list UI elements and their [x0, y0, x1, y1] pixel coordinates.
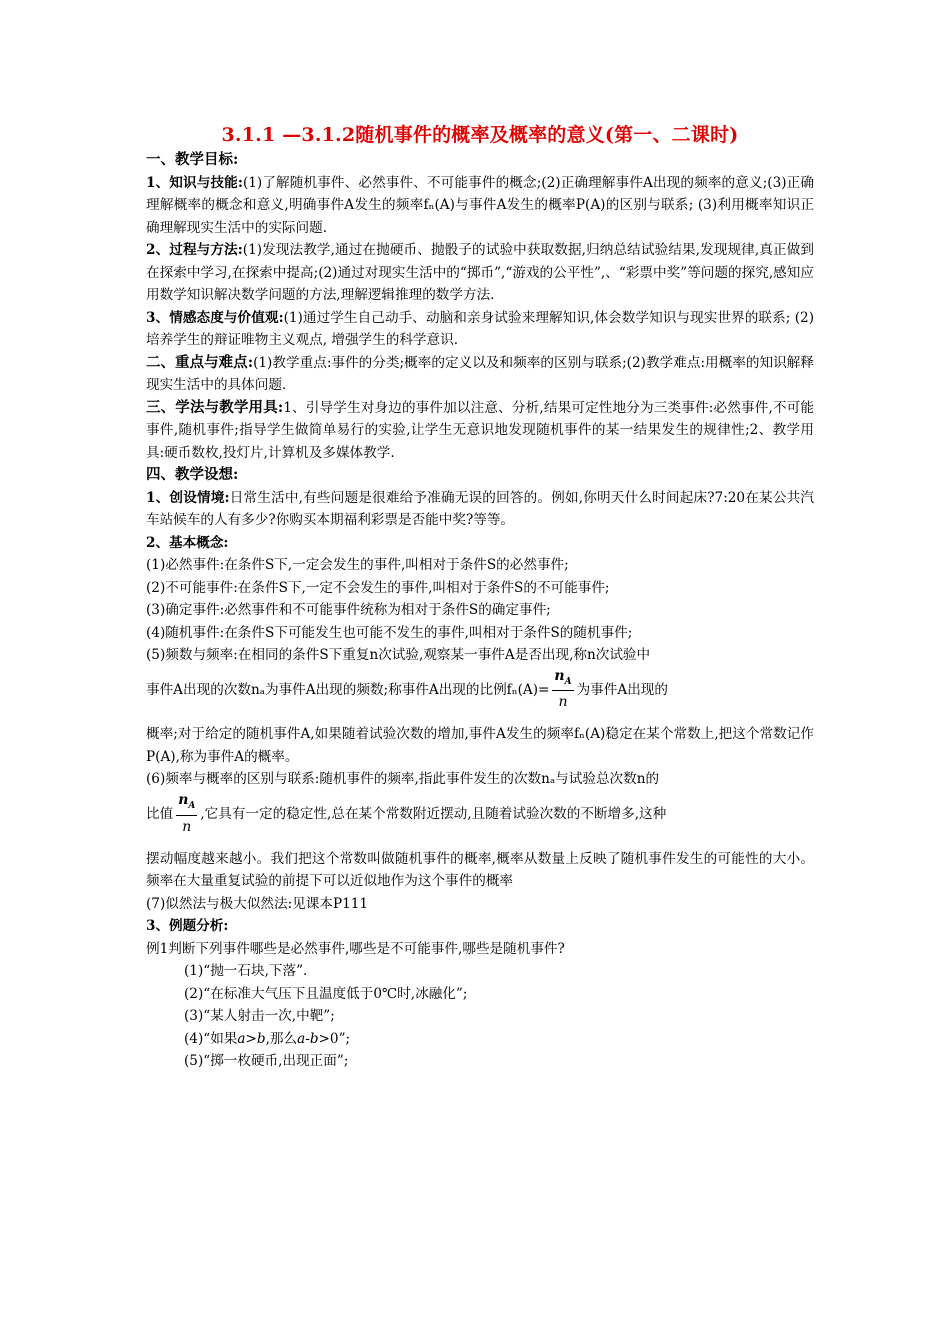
numerator-subscript: A: [188, 800, 196, 811]
math-var: b: [256, 1030, 266, 1047]
goal-text: (1)发现法教学,通过在抛硬币、抛骰子的试验中获取数据,归纳总结试验结果,发现规律,真正做到在探索中学习,在探索中提高;(2)通过对现实生活中的“掷币”,“游戏的公平性”,、“彩票中奖”等问题的探究,感知应用数学知识解决数学问题的方法,理解逻辑推理的数学方法.: [146, 242, 814, 303]
scenario-label: 1、创设情境:: [146, 489, 230, 506]
math-var: a: [297, 1030, 306, 1047]
math-var: b: [309, 1030, 319, 1047]
section-heading: 三、学法与教学用具:: [146, 398, 284, 416]
example-question: 例1判断下列事件哪些是必然事件,哪些是不可能事件,哪些是随机事件?: [146, 940, 565, 957]
concept-item: (3)确定事件:必然事件和不可能事件统称为相对于条件S的确定事件;: [146, 602, 551, 618]
text-run: 比值: [146, 805, 174, 822]
concept-item: (7)似然法与极大似然法:见课本P111: [146, 895, 369, 912]
example-item: [146, 1028, 814, 1051]
numerator-var: n: [554, 667, 565, 684]
document-page: [146, 120, 814, 1073]
text-run: ,那么: [265, 1030, 298, 1047]
section-heading-design: 四、教学设想:: [146, 466, 239, 483]
scenario-text: 日常生活中,有些问题是很难给予准确无误的回答的。例如,你明天什么时间起床?7:20在某公共汽车站候车的人有多少?你购买本期福利彩票是否能中奖?等等。: [146, 489, 814, 528]
example-item: (2)“在标准大气压下且温度低于0℃时,冰融化”;: [184, 985, 468, 1002]
concept-item: (5)频数与频率:在相同的条件S下重复n次试验,观察某一事件A是否出现,称n次试验中: [146, 647, 651, 663]
goal-label: 1、知识与技能:: [146, 174, 243, 191]
frequency-definition: [146, 667, 814, 714]
section-methods-tools: [146, 397, 814, 465]
example-item: (5)“掷一枚硬币,出现正面”;: [184, 1053, 349, 1070]
document-title: 3.1.1 —3.1.2随机事件的概率及概率的意义(第一、二课时): [221, 124, 739, 146]
stability-text: 摆动幅度越来越小。我们把这个常数叫做随机事件的概率,概率从数量上反映了随机事件发生的可能性的大小。频率在大量重复试验的前提下可以近似地作为这个事件的概率: [146, 850, 814, 890]
concept-item: (2)不可能事件:在条件S下,一定不会发生的事件,叫相对于条件S的不可能事件;: [146, 579, 610, 596]
fraction-denominator: n: [182, 818, 192, 835]
section-heading: 二、重点与难点:: [146, 353, 254, 371]
text-run: 为事件A出现的: [576, 681, 668, 698]
math-op: -: [305, 1030, 310, 1047]
scenario-paragraph: [146, 487, 814, 532]
examples-heading: 3、例题分析:: [146, 918, 229, 935]
section-text: (1)教学重点:事件的分类;概率的定义以及和频率的区别与联系;(2)教学难点:用概率的知识解释现实生活中的具体问题.: [146, 354, 815, 393]
text-run: (4)“如果: [184, 1030, 238, 1047]
fraction-nA-over-n: [552, 667, 573, 714]
concept-item: (4)随机事件:在条件S下可能发生也可能不发生的事件,叫相对于条件S的随机事件;: [146, 624, 633, 641]
text-run: 事件A出现的次数nₐ为事件A出现的频数;称事件A出现的比例fₙ(A)=: [146, 681, 550, 698]
example-item: (1)“抛一石块,下落”.: [184, 963, 308, 980]
section-text: 1、引导学生对身边的事件加以注意、分析,结果可定性地分为三类事件:必然事件,不可能事件,随机事件;指导学生做简单易行的实验,让学生无意识地发现随机事件的某一结果发生的规律性;2、教学用具:硬币数枚,投灯片,计算机及多媒体教学.: [146, 399, 814, 461]
section-key-points: [146, 352, 814, 397]
goal-process: [146, 239, 814, 307]
text-run: ,它具有一定的稳定性,总在某个常数附近摆动,且随着试验次数的不断增多,这种: [200, 805, 667, 822]
concept-item: (6)频率与概率的区别与联系:随机事件的频率,指此事件发生的次数nₐ与试验总次数n的: [146, 771, 660, 788]
numerator-var: n: [178, 791, 189, 808]
section-heading-objectives: 一、教学目标:: [146, 151, 239, 168]
goal-text: (1)了解随机事件、必然事件、不可能事件的概念;(2)正确理解事件A出现的频率的意义;(3)正确理解概率的概念和意义,明确事件A发生的频率fₙ(A)与事件A发生的概率P(A)的区别与联系; (3)利用概率知识正确理解现实生活中的实际问题.: [146, 174, 814, 236]
goal-label: 3、情感态度与价值观:: [146, 309, 284, 326]
goal-label: 2、过程与方法:: [146, 242, 243, 258]
concept-item: (1)必然事件:在条件S下,一定会发生的事件,叫相对于条件S的必然事件;: [146, 557, 569, 573]
goal-knowledge: [146, 172, 814, 240]
probability-definition: 概率;对于给定的随机事件A,如果随着试验次数的增加,事件A发生的频率fₙ(A)稳定在某个常数上,把这个常数记作P(A),称为事件A的概率。: [146, 726, 814, 765]
goal-text: (1)通过学生自己动手、动脑和亲身试验来理解知识,体会数学知识与现实世界的联系; (2)培养学生的辩证唯物主义观点, 增强学生的科学意识.: [146, 309, 815, 348]
fraction-denominator: n: [558, 694, 568, 711]
concepts-heading: 2、基本概念:: [146, 534, 229, 551]
fraction-numerator: [552, 667, 573, 692]
math-op: >: [245, 1030, 257, 1047]
text-run: >0”;: [318, 1030, 351, 1047]
numerator-subscript: A: [564, 676, 572, 687]
math-var: a: [237, 1030, 246, 1047]
fraction-numerator: [176, 791, 197, 816]
example-item: (3)“某人射击一次,中靶”;: [184, 1008, 335, 1025]
goal-attitude: [146, 307, 814, 352]
ratio-line: [146, 791, 814, 838]
fraction-nA-over-n: [176, 791, 197, 838]
